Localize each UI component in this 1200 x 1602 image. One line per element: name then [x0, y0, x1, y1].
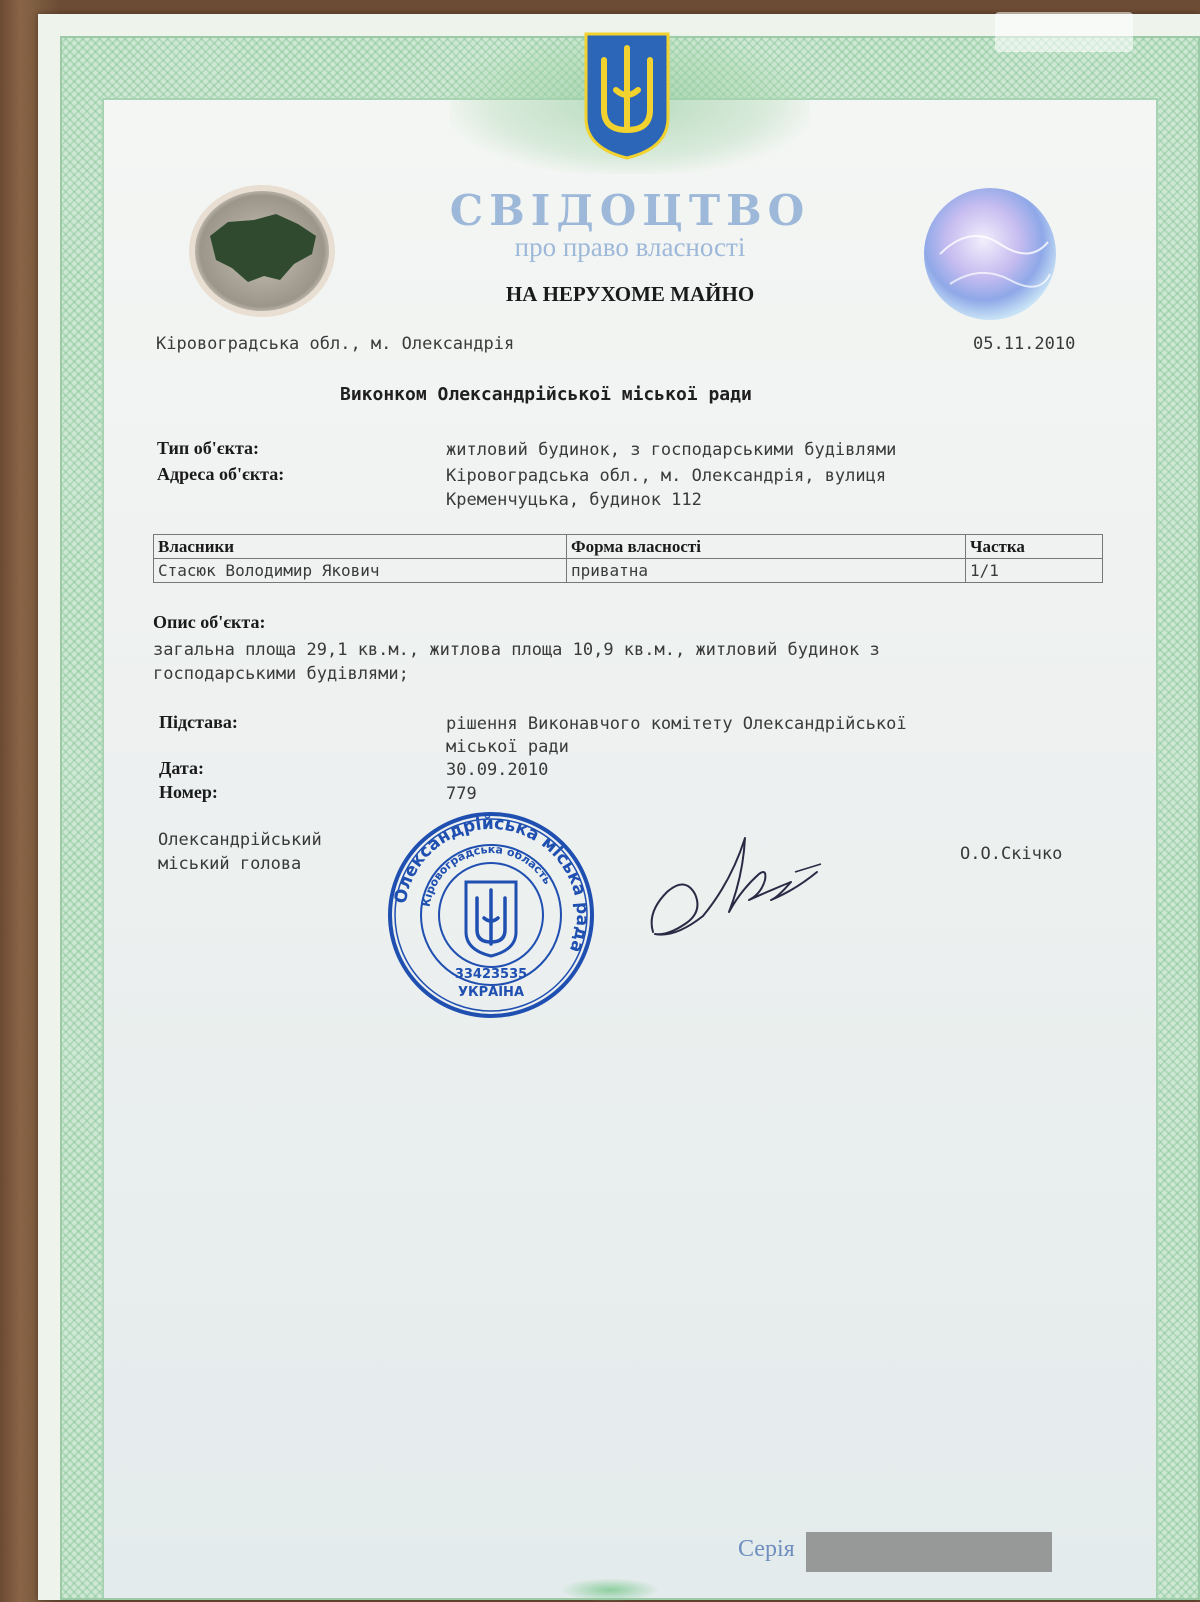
owners-header: Власники	[154, 535, 567, 559]
hologram-map-icon	[188, 184, 336, 318]
owner-name-cell: Стасюк Володимир Якович	[154, 559, 567, 583]
decision-number-label: Номер:	[159, 782, 218, 802]
table-row	[154, 559, 1103, 583]
coat-of-arms-icon	[582, 30, 672, 160]
share-cell: 1/1	[966, 559, 1103, 583]
basis-label: Підстава:	[159, 712, 238, 732]
watermark	[995, 12, 1133, 52]
series-number-redacted	[806, 1532, 1052, 1572]
object-type-label: Тип об'єкта:	[157, 438, 260, 458]
issuing-authority: Виконком Олександрійської міської ради	[340, 384, 752, 405]
object-type-value: житловий будинок, з господарськими будівлями	[446, 440, 897, 460]
table-header-row	[154, 535, 1103, 559]
object-address-line2: Кременчуцька, будинок 112	[446, 490, 702, 510]
series-label: Серія	[738, 1536, 795, 1562]
object-address-label: Адреса об'єкта:	[157, 464, 285, 484]
issue-date: 05.11.2010	[973, 334, 1076, 354]
object-address-line1: Кіровоградська обл., м. Олександрія, вулиця	[446, 466, 887, 486]
decision-number-value: 779	[446, 784, 477, 804]
document-subtitle: про право власності	[514, 232, 746, 262]
svg-text:Олександрійська міська рада: Олександрійська міська рада	[390, 813, 593, 956]
footer-ornament	[560, 1578, 660, 1602]
basis-value-line2: міської ради	[446, 737, 569, 757]
svg-text:УКРАЇНА: УКРАЇНА	[457, 985, 525, 1000]
share-header: Частка	[966, 535, 1103, 559]
svg-text:33423535: 33423535	[454, 967, 528, 982]
signature-icon	[645, 820, 825, 950]
owners-table	[153, 534, 1103, 583]
signatory-position-line1: Олександрійський	[158, 830, 322, 850]
hologram-seal-icon	[920, 184, 1060, 324]
document-title: СВІДОЦТВО	[449, 186, 811, 235]
description-label: Опис об'єкта:	[153, 612, 266, 632]
basis-value-line1: рішення Виконавчого комітету Олександрійської	[446, 714, 907, 734]
svg-text:Кіровоградська область: Кіровоградська область	[419, 842, 554, 908]
decision-date-value: 30.09.2010	[446, 760, 549, 780]
description-line1: загальна площа 29,1 кв.м., житлова площа 10,9 кв.м., житловий будинок з	[153, 640, 880, 660]
description-line2: господарськими будівлями;	[153, 664, 409, 684]
document-type: НА НЕРУХОМЕ МАЙНО	[505, 282, 755, 306]
decision-date-label: Дата:	[159, 758, 204, 778]
ownership-form-header: Форма власності	[567, 535, 966, 559]
official-stamp-icon	[386, 810, 596, 1020]
ownership-form-cell: приватна	[567, 559, 966, 583]
signatory-name: О.О.Скічко	[960, 844, 1063, 864]
signatory-position-line2: міський голова	[158, 854, 302, 874]
issue-location: Кіровоградська обл., м. Олександрія	[156, 334, 515, 354]
